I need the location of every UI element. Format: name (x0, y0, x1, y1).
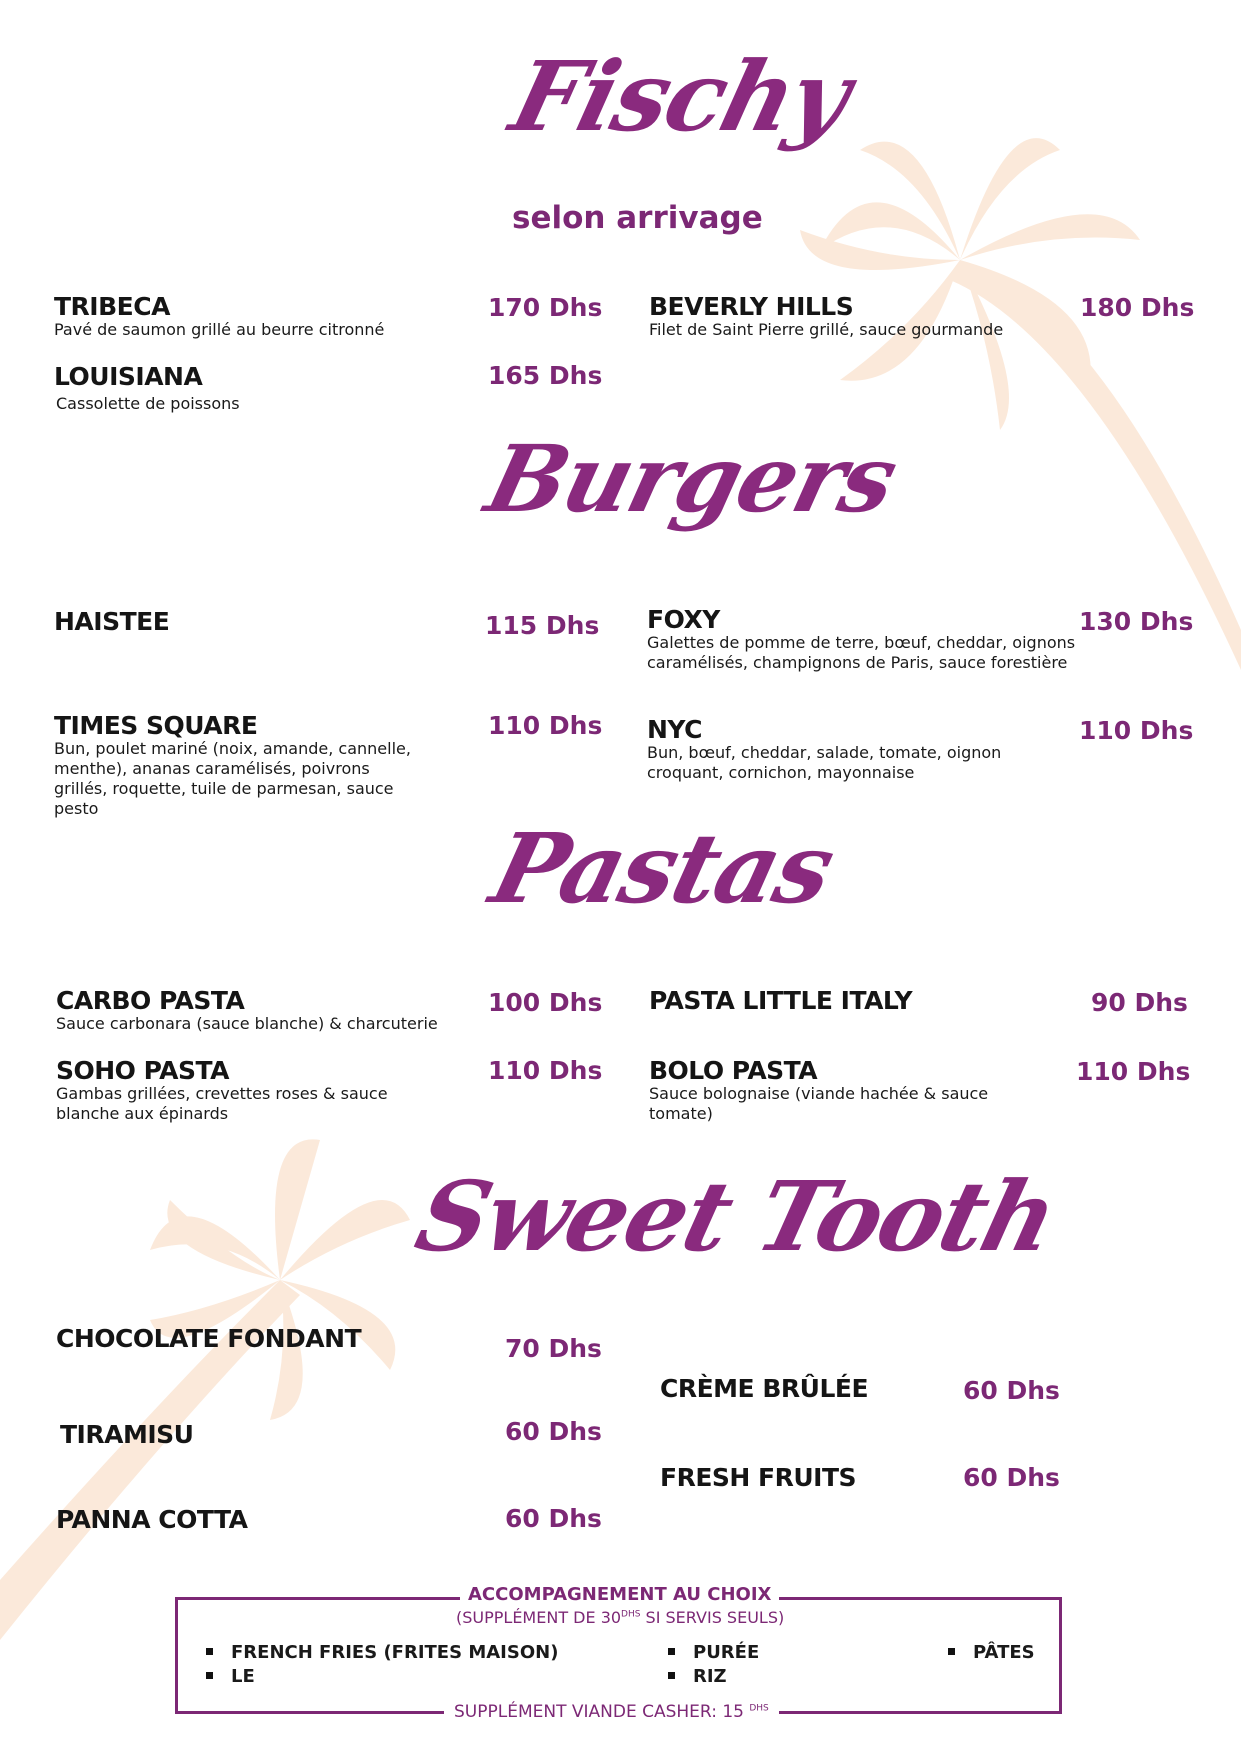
sides-title: ACCOMPAGNEMENT AU CHOIX (460, 1584, 779, 1605)
menu-item-description: Galettes de pomme de terre, bœuf, cheddar, oignons caramélisés, champignons de Paris, sauce forestière (647, 633, 1076, 672)
menu-item-price: 165 Dhs (488, 361, 603, 390)
menu-item-description: Filet de Saint Pierre grillé, sauce gourmande (649, 320, 1004, 339)
menu-item-description: Cassolette de poissons (56, 394, 240, 413)
menu-item-description: Sauce bolognaise (viande hachée & sauce tomate) (649, 1084, 989, 1123)
menu-item-name: TRIBECA (54, 292, 170, 321)
bullet-icon (948, 1648, 955, 1655)
menu-item-price: 110 Dhs (488, 1056, 603, 1085)
menu-item-price: 130 Dhs (1079, 607, 1194, 636)
dessert-name: TIRAMISU (60, 1420, 194, 1449)
menu-item-price: 180 Dhs (1080, 293, 1195, 322)
kosher-meat-supplement (444, 1702, 779, 1722)
menu-item-description: Sauce carbonara (sauce blanche) & charcuterie (56, 1014, 438, 1033)
menu-item-name: BOLO PASTA (649, 1056, 818, 1085)
section-title-pastas: Pastas (480, 812, 844, 925)
dessert-price: 60 Dhs (505, 1417, 602, 1446)
kosher-supplement-text: SUPPLÉMENT VIANDE CASHER: 15 (454, 1702, 750, 1722)
menu-item-name: CARBO PASTA (56, 986, 245, 1015)
side-item (206, 1642, 558, 1663)
palm-tree-top-right-decoration (800, 110, 1241, 670)
palm-tree-bottom-left-decoration (0, 1110, 420, 1640)
dessert-name: CHOCOLATE FONDANT (56, 1324, 362, 1353)
side-item (668, 1642, 759, 1663)
section-title-fishy: Fischy (500, 40, 860, 153)
menu-item-price: 90 Dhs (1091, 988, 1188, 1017)
bullet-icon (668, 1672, 675, 1679)
dessert-price: 60 Dhs (963, 1376, 1060, 1405)
bullet-icon (206, 1648, 213, 1655)
menu-item-name: BEVERLY HILLS (649, 292, 854, 321)
menu-item-name: SOHO PASTA (56, 1056, 229, 1085)
menu-item-description: Bun, poulet mariné (noix, amande, cannelle, menthe), ananas caramélisés, poivrons grillés, roquette, tuile de parmesan, sauce pesto (54, 739, 411, 818)
menu-item-price: 100 Dhs (488, 988, 603, 1017)
menu-item-price: 115 Dhs (485, 611, 600, 640)
menu-item-description: Bun, bœuf, cheddar, salade, tomate, oignon croquant, cornichon, mayonnaise (647, 743, 1002, 782)
menu-item-price: 170 Dhs (488, 293, 603, 322)
menu-item-price: 110 Dhs (488, 711, 603, 740)
side-item-label: RIZ (693, 1666, 727, 1687)
menu-item-name: PASTA LITTLE ITALY (649, 986, 913, 1015)
menu-item-price: 110 Dhs (1076, 1057, 1191, 1086)
side-item-label: FRENCH FRIES (FRITES MAISON) (231, 1642, 559, 1663)
dessert-name: CRÈME BRÛLÉE (660, 1374, 869, 1403)
side-item-label: PURÉE (693, 1642, 760, 1663)
kosher-supplement-unit: DHS (749, 1703, 769, 1714)
menu-item-name: FOXY (647, 605, 720, 634)
bullet-icon (668, 1648, 675, 1655)
fish-subtitle: selon arrivage (512, 200, 763, 236)
side-item (668, 1666, 727, 1687)
side-item-label: LE (231, 1666, 255, 1687)
side-item (206, 1666, 255, 1687)
sides-note-post: SI SERVIS SEULS) (640, 1608, 785, 1627)
sides-supplement-note (456, 1608, 784, 1627)
side-item (948, 1642, 1035, 1663)
dessert-price: 60 Dhs (963, 1463, 1060, 1492)
dessert-price: 70 Dhs (505, 1334, 602, 1363)
menu-item-description: Pavé de saumon grillé au beurre citronné (54, 320, 385, 339)
menu-item-name: LOUISIANA (54, 362, 203, 391)
dessert-price: 60 Dhs (505, 1504, 602, 1533)
menu-item-name: HAISTEE (54, 607, 170, 636)
bullet-icon (206, 1672, 213, 1679)
sides-note-sup: DHS (621, 1609, 641, 1620)
menu-item-description: Gambas grillées, crevettes roses & sauce blanche aux épinards (56, 1084, 388, 1123)
side-item-label: PÂTES (973, 1642, 1035, 1663)
menu-item-name: TIMES SQUARE (54, 711, 258, 740)
dessert-name: PANNA COTTA (56, 1505, 248, 1534)
sides-note-pre: (SUPPLÉMENT DE 30 (456, 1608, 622, 1627)
dessert-name: FRESH FRUITS (660, 1463, 857, 1492)
menu-item-price: 110 Dhs (1079, 716, 1194, 745)
section-title-sweet-tooth: Sweet Tooth (405, 1160, 1067, 1273)
menu-item-name: NYC (647, 715, 702, 744)
section-title-burgers: Burgers (476, 425, 906, 533)
